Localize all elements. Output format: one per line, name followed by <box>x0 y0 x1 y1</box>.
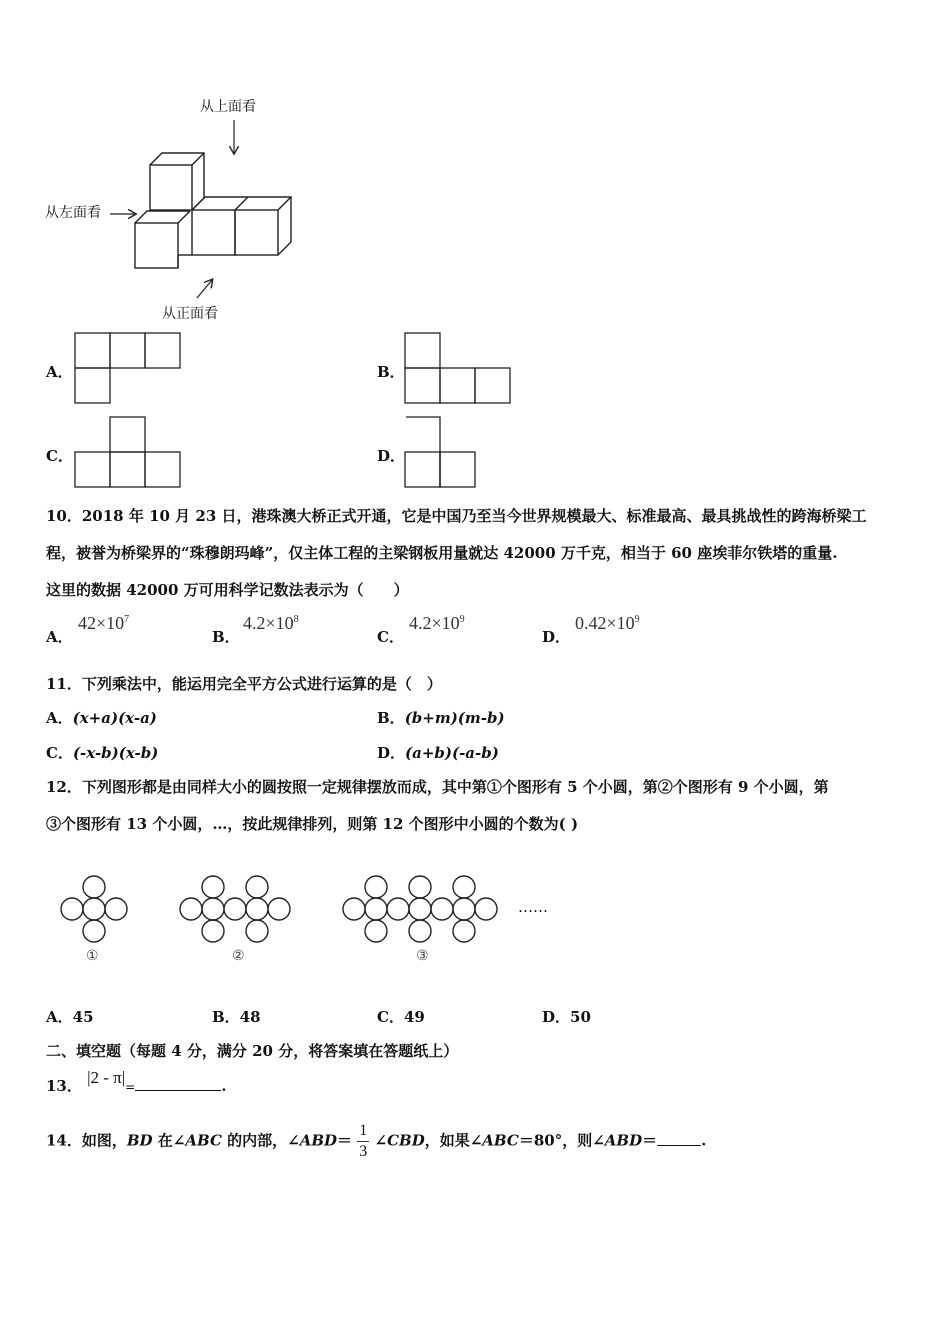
q10-option-d-value: $0.42\times 10^9$ <box>575 613 640 633</box>
q10-line-3: 这里的数据 42000 万可用科学记数法表示为（ ） <box>46 581 409 599</box>
q12-line-2: ③个图形有 13 个小圆，…，按此规律排列，则第 12 个图形中小圆的个数为( ) <box>46 815 579 833</box>
pattern-ellipsis: …… <box>518 898 548 916</box>
q9-option-d-label[interactable]: D． <box>377 447 406 465</box>
q9-option-c-figure <box>74 416 184 488</box>
q13-answer-blank[interactable] <box>135 1090 221 1091</box>
q11-option-c[interactable]: C．(-x-b)(x-b) <box>46 744 159 762</box>
cube-drawing <box>135 153 291 268</box>
q11-option-d[interactable]: D．(a+b)(-a-b) <box>377 744 499 762</box>
view-label-top: 从上面看 <box>200 99 256 115</box>
q9-option-b-figure <box>404 332 514 404</box>
q10-option-a-value: $42\times 10^7$ <box>78 613 130 633</box>
arrow-front-icon <box>197 280 212 298</box>
q11-option-b[interactable]: B．(b+m)(m-b) <box>377 709 505 727</box>
q9-option-a-figure <box>74 332 184 404</box>
q12-option-a[interactable]: A．45 <box>46 1008 94 1026</box>
q10-option-c-value: $4.2\times 10^9$ <box>409 613 465 633</box>
q10-option-c-label[interactable]: C． <box>377 628 404 646</box>
pattern-label-2: ② <box>232 948 245 964</box>
q9-option-b-label[interactable]: B． <box>377 363 405 381</box>
q12-option-d[interactable]: D．50 <box>542 1008 591 1026</box>
pattern-1 <box>61 876 127 942</box>
q13-expression: |2 - π| <box>87 1068 126 1087</box>
q9-option-a-label[interactable]: A． <box>46 363 73 381</box>
q11-stem: 11．下列乘法中，能运用完全平方公式进行运算的是（ ） <box>46 675 442 693</box>
q9-option-d-figure <box>404 416 484 488</box>
q12-circle-patterns <box>50 868 580 978</box>
q13-line: 13． |2 - π|= . <box>46 1068 227 1095</box>
q12-option-c[interactable]: C．49 <box>377 1008 425 1026</box>
q9-option-c-label[interactable]: C． <box>46 447 73 465</box>
q14-line: 14．如图，BD 在∠ABC 的内部，∠ABD＝ $\frac{1}{3}$ ∠CBD，如果∠ABC＝80°，则∠ABD＝ . <box>46 1122 707 1160</box>
q10-option-d-label[interactable]: D． <box>542 628 571 646</box>
q11-option-a[interactable]: A．(x+a)(x-a) <box>46 709 157 727</box>
q10-line-2: 程，被誉为桥梁界的“珠穆朗玛峰”，仅主体工程的主梁钢板用量就达 42000 万千克，相当于 60 座埃菲尔铁塔的重量. <box>46 544 838 562</box>
q14-fraction: $\frac{1}{3}$ <box>359 1122 368 1160</box>
pattern-3 <box>343 876 497 942</box>
pattern-label-3: ③ <box>416 948 429 964</box>
pattern-label-1: ① <box>86 948 99 964</box>
view-label-left: 从左面看 <box>45 205 101 221</box>
view-label-front: 从正面看 <box>162 306 218 322</box>
q10-option-a-label[interactable]: A． <box>46 628 73 646</box>
q10-line-1: 10．2018 年 10 月 23 日，港珠澳大桥正式开通，它是中国乃至当今世界规模最大、标准最高、最具挑战性的跨海桥梁工 <box>46 507 867 525</box>
q12-line-1: 12．下列图形都是由同样大小的圆按照一定规律摆放而成，其中第①个图形有 5 个小圆，第②个图形有 9 个小圆，第 <box>46 778 829 796</box>
q10-option-b-value: $4.2\times 10^8$ <box>243 613 299 633</box>
q12-option-b[interactable]: B．48 <box>212 1008 261 1026</box>
section-2-title: 二、填空题（每题 4 分，满分 20 分，将答案填在答题纸上） <box>46 1042 459 1060</box>
q14-answer-blank[interactable] <box>657 1145 701 1146</box>
pattern-2 <box>180 876 290 942</box>
q10-option-b-label[interactable]: B． <box>212 628 240 646</box>
